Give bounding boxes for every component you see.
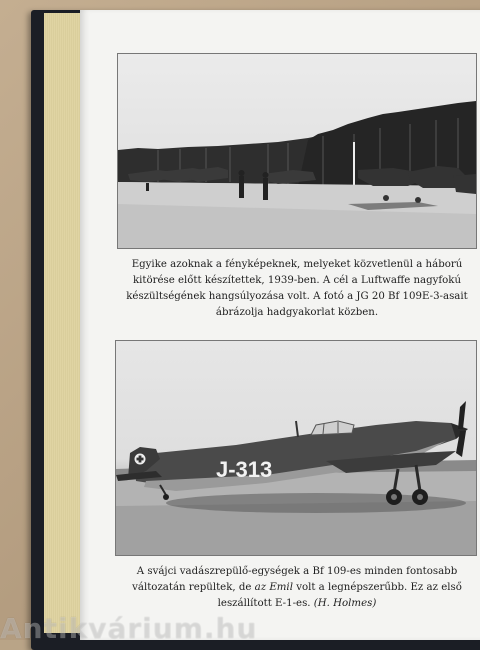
top-photo-caption: Egyike azoknak a fényképeknek, melyeket közvetlenül a háború kitörése előtt készítettek, 1939-ben. A cél a Luftwaffe nagyfokú készültségének hangsúlyozása volt. A fotó a JG 20 Bf 109E-3-asait ábrázolja hadgyakorlat közben. [126, 259, 468, 318]
caption-text-2: volt a legnépszerűbb. Ez az első leszállított E-1-es. [217, 582, 462, 609]
watermark: Antikvárium.hu [0, 612, 258, 645]
airfield-photo [117, 53, 477, 249]
bottom-photo-caption [114, 564, 480, 612]
photo-credit: (H. Holmes) [313, 598, 377, 609]
aircraft-photo [115, 340, 477, 556]
aircraft-code: J-313 [216, 457, 273, 482]
caption-text-1: A svájci vadászrepülő-egységek a Bf 109-es minden fontosabb változatán repültek, de [132, 566, 458, 593]
page-edges [44, 13, 85, 633]
caption-emphasis: az Emil [254, 582, 293, 593]
